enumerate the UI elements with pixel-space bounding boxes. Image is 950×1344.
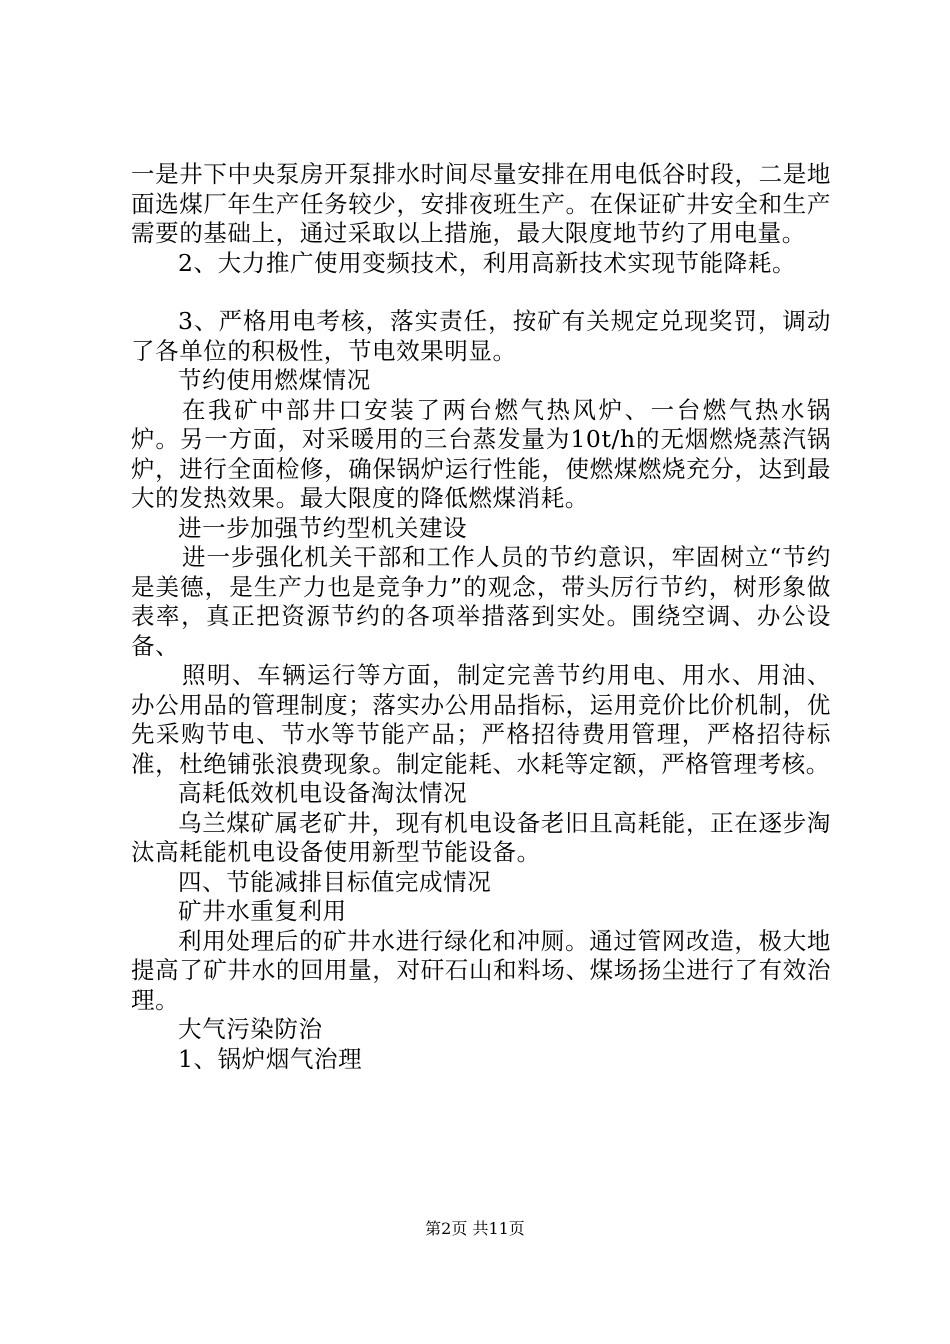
paragraph-equipment-phaseout: 乌兰煤矿属老矿井，现有机电设备老旧且高耗能，正在逐步淘汰高耗能机电设备使用新型节能设备。 [131, 808, 831, 866]
heading-boiler-flue-gas: 1、锅炉烟气治理 [178, 1044, 363, 1073]
document-body [131, 160, 831, 1074]
paragraph-mine-water-reuse: 利用处理后的矿井水进行绿化和冲厕。通过管网改造，极大地提高了矿井水的回用量，对矸石山和料场、煤场扬尘进行了有效治理。 [131, 926, 831, 1014]
paragraph-frugal-rules: 照明、车辆运行等方面，制定完善节约用电、用水、用油、办公用品的管理制度；落实办公用品指标，运用竞价比价机制，优先采购节电、节水等节能产品；严格招待费用管理，严格招待标准，杜绝铺张浪费现象。制定能耗、水耗等定额，严格管理考核。 [131, 661, 831, 778]
heading-equipment-phaseout: 高耗低效机电设备淘汰情况 [178, 779, 468, 807]
paragraph-gap [131, 278, 831, 307]
paragraph-electricity-assessment: 3、严格用电考核，落实责任，按矿有关规定兑现奖罚，调动了各单位的积极性，节电效果明显。 [131, 307, 831, 365]
page-number-footer: 第2页 共11页 [425, 1219, 525, 1238]
paragraph-electricity-measures: 一是井下中央泵房开泵排水时间尽量安排在用电低谷时段，二是地面选煤厂年生产任务较少，安排夜班生产。在保证矿井安全和生产需要的基础上，通过采取以上措施，最大限度地节约了用电量。 [131, 160, 831, 247]
heading-coal-saving: 节约使用燃煤情况 [178, 366, 371, 394]
heading-frugal-office: 进一步加强节约型机关建设 [178, 513, 468, 542]
paragraph-frugal-awareness: 进一步强化机关干部和工作人员的节约意识，牢固树立“节约是美德，是生产力也是竞争力”的观念，带头厉行节约，树形象做表率，真正把资源节约的各项举措落到实处。围绕空调、办公设备、 [131, 543, 831, 660]
heading-mine-water-reuse: 矿井水重复利用 [178, 897, 347, 925]
paragraph-frequency-conversion: 2、大力推广使用变频技术，利用高新技术实现节能降耗。 [178, 248, 797, 277]
heading-section-four: 四、节能减排目标值完成情况 [178, 867, 492, 896]
heading-air-pollution: 大气污染防治 [178, 1015, 323, 1043]
paragraph-coal-saving: 在我矿中部井口安装了两台燃气热风炉、一台燃气热水锅炉。另一方面，对采暖用的三台蒸发量为10t/h的无烟燃烧蒸汽锅炉，进行全面检修，确保锅炉运行性能，使燃煤燃烧充分，达到最大的发热效果。最大限度的降低燃煤消耗。 [131, 395, 831, 512]
